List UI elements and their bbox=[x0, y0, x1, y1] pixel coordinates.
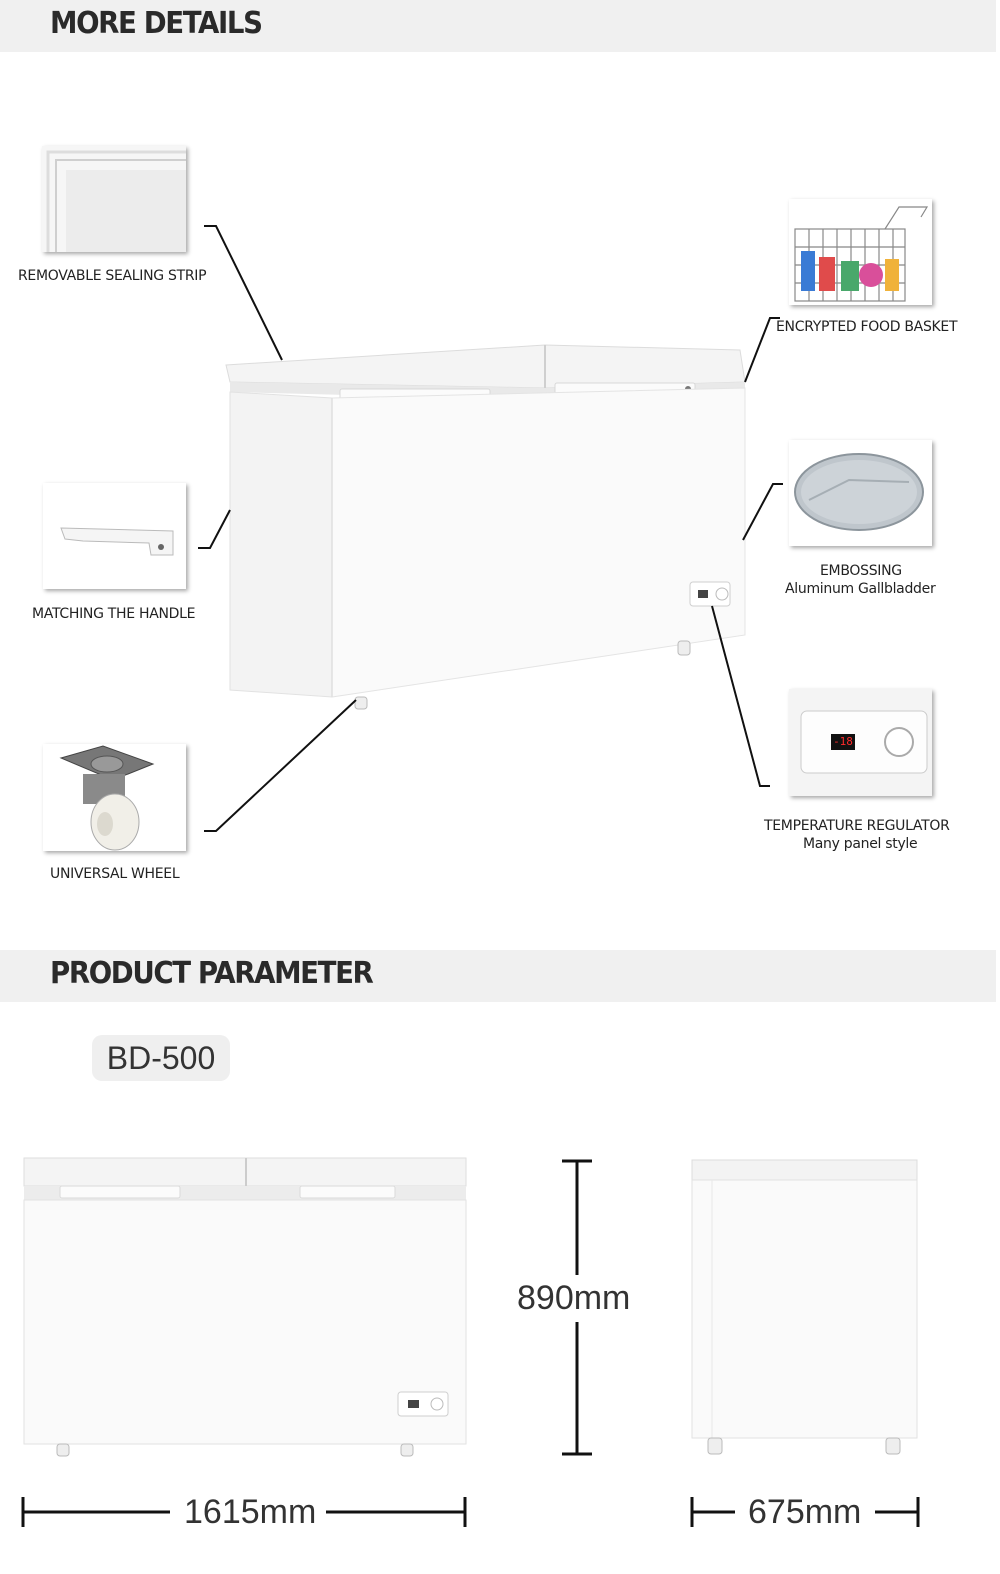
regulator-title: TEMPERATURE REGULATOR bbox=[764, 818, 950, 834]
depth-dimension: 675mm bbox=[748, 1493, 862, 1531]
handle-label: MATCHING THE HANDLE bbox=[32, 606, 196, 622]
freezer-side-view bbox=[692, 1160, 917, 1454]
freezer-front-view bbox=[24, 1158, 466, 1456]
basket-label: ENCRYPTED FOOD BASKET bbox=[776, 319, 958, 335]
regulator-thumb bbox=[789, 689, 932, 796]
regulator-display: -18 bbox=[833, 735, 853, 748]
parameter-title: PRODUCT PARAMETER bbox=[50, 956, 373, 991]
embossing-thumb bbox=[789, 440, 932, 546]
basket-thumb bbox=[789, 199, 932, 305]
freezer-main-image bbox=[226, 345, 745, 709]
parameter-banner bbox=[0, 950, 996, 1002]
details-title: MORE DETAILS bbox=[50, 6, 262, 41]
wheel-thumb bbox=[43, 744, 186, 851]
height-dimension: 890mm bbox=[517, 1279, 631, 1317]
sealing-strip-label: REMOVABLE SEALING STRIP bbox=[18, 268, 207, 284]
handle-icon bbox=[43, 483, 186, 589]
regulator-sub: Many panel style bbox=[803, 836, 918, 852]
width-dimension: 1615mm bbox=[184, 1493, 317, 1531]
sealing-strip-thumb bbox=[42, 146, 186, 252]
model-badge: BD-500 bbox=[92, 1035, 230, 1081]
wheel-label: UNIVERSAL WHEEL bbox=[50, 866, 180, 882]
regulator-icon bbox=[789, 689, 932, 796]
embossing-title: EMBOSSING bbox=[820, 563, 902, 579]
embossing-sub: Aluminum Gallbladder bbox=[785, 581, 936, 597]
basket-icon bbox=[789, 199, 932, 305]
wheel-icon bbox=[43, 744, 186, 851]
sealing-strip-icon bbox=[42, 146, 186, 252]
handle-thumb bbox=[43, 483, 186, 589]
embossing-icon bbox=[789, 440, 932, 546]
